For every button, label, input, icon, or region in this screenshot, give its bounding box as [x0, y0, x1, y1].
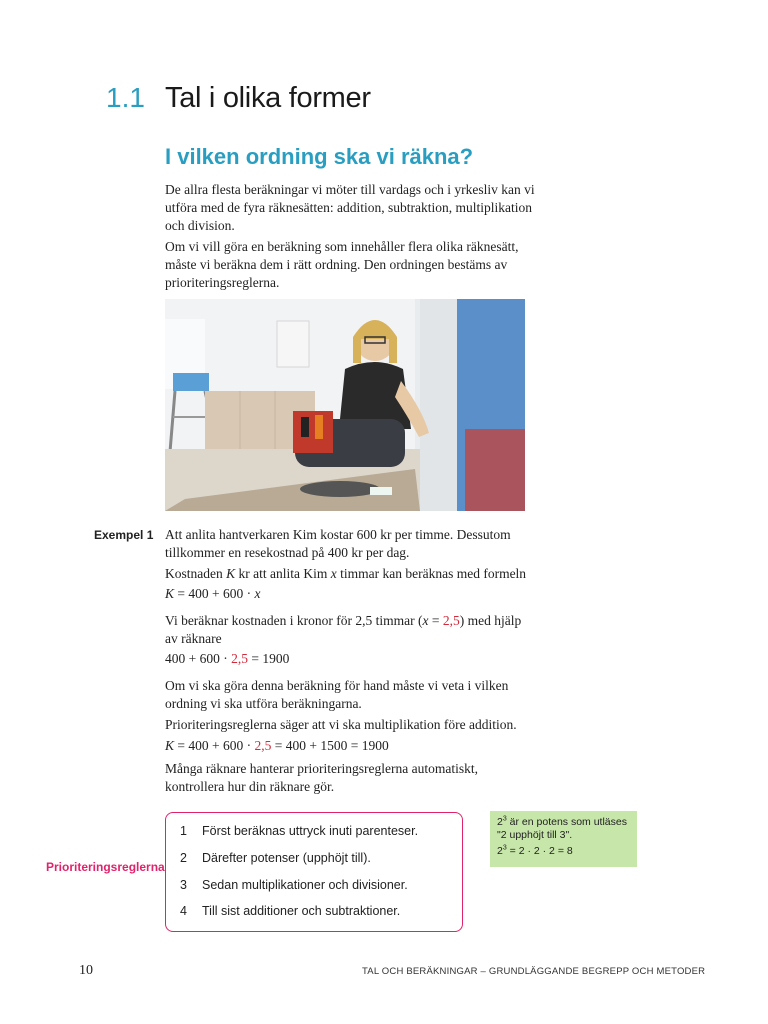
rule-number: 2	[180, 851, 187, 865]
power-base: 2	[497, 816, 503, 828]
text-line: kontrollera hur din räknare gör.	[165, 779, 335, 794]
rule-text: Sedan multiplikationer och divisioner.	[202, 878, 408, 892]
text-segment: är en potens som utläses	[506, 816, 627, 828]
highlight-value: 2,5	[231, 651, 248, 666]
highlight-value: 2,5	[442, 613, 460, 628]
variable-x: x	[254, 586, 261, 601]
page-number: 10	[79, 963, 93, 978]
text-line: prioriteringsreglerna.	[165, 275, 280, 290]
text-line: utföra med de fyra räknesätten: addition, subtraktion, multiplikation	[165, 200, 533, 215]
rules-label: Prioriteringsreglerna	[46, 860, 165, 874]
text-segment: =	[428, 613, 443, 628]
rule-number: 1	[180, 824, 187, 838]
rule-item	[180, 904, 400, 918]
photo-craftsperson	[165, 299, 525, 511]
section-title: Tal i olika former	[165, 82, 371, 114]
text-segment: = 2 · 2 · 2 = 8	[506, 845, 573, 857]
example-paragraph-1	[165, 526, 565, 562]
power-exponent: 3	[502, 815, 507, 823]
formula-3	[165, 738, 389, 754]
text-line: Att anlita hantverkaren Kim kostar 600 kr per timme. Dessutom	[165, 527, 511, 542]
variable-x: x	[330, 566, 337, 581]
variable-k: K	[165, 738, 175, 753]
text-line: tillkommer en resekostnad på 400 kr per dag.	[165, 545, 410, 560]
text-line: Prioriteringsreglerna säger att vi ska multiplikation före addition.	[165, 717, 517, 732]
formula-segment: 400 + 600 ·	[165, 651, 232, 666]
running-title: TAL OCH BERÄKNINGAR – GRUNDLÄGGANDE BEGREPP OCH METODER	[362, 966, 706, 977]
rule-text: Därefter potenser (upphöjt till).	[202, 851, 371, 865]
example-paragraph-6	[165, 760, 565, 796]
rule-item	[180, 824, 418, 838]
subheading: I vilken ordning ska vi räkna?	[165, 144, 474, 169]
example-label: Exempel 1	[94, 528, 154, 542]
highlight-value: 2,5	[254, 738, 272, 753]
formula-1	[165, 586, 261, 602]
text-segment: ) med hjälp	[459, 613, 522, 628]
text-line: Om vi ska göra denna beräkning för hand måste vi veta i vilken	[165, 678, 509, 693]
side-note-line	[497, 816, 630, 829]
example-paragraph-3	[165, 612, 565, 648]
rule-item	[180, 878, 408, 892]
rules-box	[165, 812, 463, 932]
rule-text: Först beräknas uttryck inuti parenteser.	[202, 824, 419, 838]
rule-text: Till sist additioner och subtraktioner.	[202, 904, 401, 918]
side-note-line: "2 upphöjt till 3".	[497, 829, 573, 841]
variable-k: K	[226, 566, 236, 581]
variable-x: x	[422, 613, 429, 628]
text-line: måste vi beräkna dem i rätt ordning. Den ordningen bestäms av	[165, 257, 508, 272]
example-paragraph-5	[165, 716, 565, 734]
formula-segment: = 400 + 600 ·	[174, 586, 255, 601]
intro-paragraph-2	[165, 238, 565, 292]
rule-number: 4	[180, 904, 187, 918]
text-segment: kr att anlita Kim	[235, 566, 331, 581]
text-line	[165, 612, 565, 630]
text-line: De allra flesta beräkningar vi möter till vardags och i yrkesliv kan vi	[165, 182, 535, 197]
text-line: ordning vi ska utföra beräkningarna.	[165, 696, 362, 711]
text-line: och division.	[165, 218, 235, 233]
power-exponent: 3	[502, 844, 507, 852]
example-paragraph-4	[165, 677, 565, 713]
rule-item	[180, 851, 371, 865]
side-note-line	[497, 845, 630, 858]
example-paragraph-2	[165, 565, 565, 583]
power-base: 2	[497, 845, 503, 857]
text-segment: Kostnaden	[165, 566, 227, 581]
variable-k: K	[165, 586, 175, 601]
text-line: av räknare	[165, 631, 222, 646]
text-line: Om vi vill göra en beräkning som innehåller flera olika räknesätt,	[165, 239, 519, 254]
text-segment: Vi beräknar kostnaden i kronor för 2,5 timmar (	[165, 613, 423, 628]
side-note	[490, 811, 637, 867]
photo-craftsperson-kneeling	[165, 299, 525, 511]
formula-segment: = 400 + 1500 = 1900	[271, 738, 389, 753]
text-line	[165, 565, 565, 583]
rule-number: 3	[180, 878, 187, 892]
formula-segment: = 400 + 600 ·	[174, 738, 255, 753]
text-segment: timmar kan beräknas med formeln	[336, 566, 527, 581]
formula-2	[165, 651, 289, 667]
intro-paragraph-1	[165, 181, 565, 235]
text-line: Många räknare hanterar prioriteringsreglerna automatiskt,	[165, 761, 478, 776]
formula-segment: = 1900	[247, 651, 290, 666]
section-number: 1.1	[106, 82, 145, 113]
